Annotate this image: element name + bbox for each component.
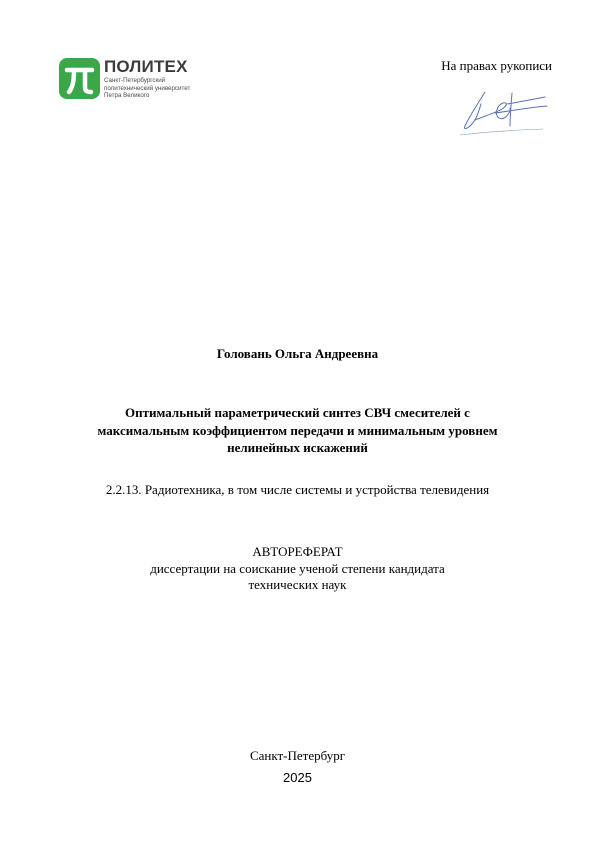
title-line: Оптимальный параметрический синтез СВЧ смесителей с xyxy=(125,405,470,420)
rights-note: На правах рукописи xyxy=(441,58,552,73)
title-line: максимальным коэффициентом передачи и минимальным уровнем xyxy=(97,422,498,438)
university-logo xyxy=(59,58,239,104)
year: 2025 xyxy=(283,770,312,785)
handwritten-signature xyxy=(455,80,555,140)
city: Санкт-Петербург xyxy=(249,748,346,763)
logo-subtitle-line: Санкт-Петербургский xyxy=(104,77,166,84)
logo-subtitle-line: политехнический университет xyxy=(104,84,191,92)
dissertation-title xyxy=(0,404,595,457)
abstract-line: диссертации на соискание ученой степени кандидата xyxy=(150,560,445,576)
abstract-heading: АВТОРЕФЕРАТ xyxy=(252,544,343,559)
specialty-code: 2.2.13. Радиотехника, в том числе системы и устройства телевидения xyxy=(105,482,490,497)
pi-logo-icon xyxy=(59,58,100,99)
abstract-line: технических наук xyxy=(248,577,347,592)
abstract-block xyxy=(0,544,595,594)
logo-subtitle-line: Петра Великого xyxy=(104,92,150,99)
author-name: Головань Ольга Андреевна xyxy=(216,346,379,361)
title-line: нелинейных искажений xyxy=(227,440,368,455)
logo-name: ПОЛИТЕХ xyxy=(104,57,188,76)
